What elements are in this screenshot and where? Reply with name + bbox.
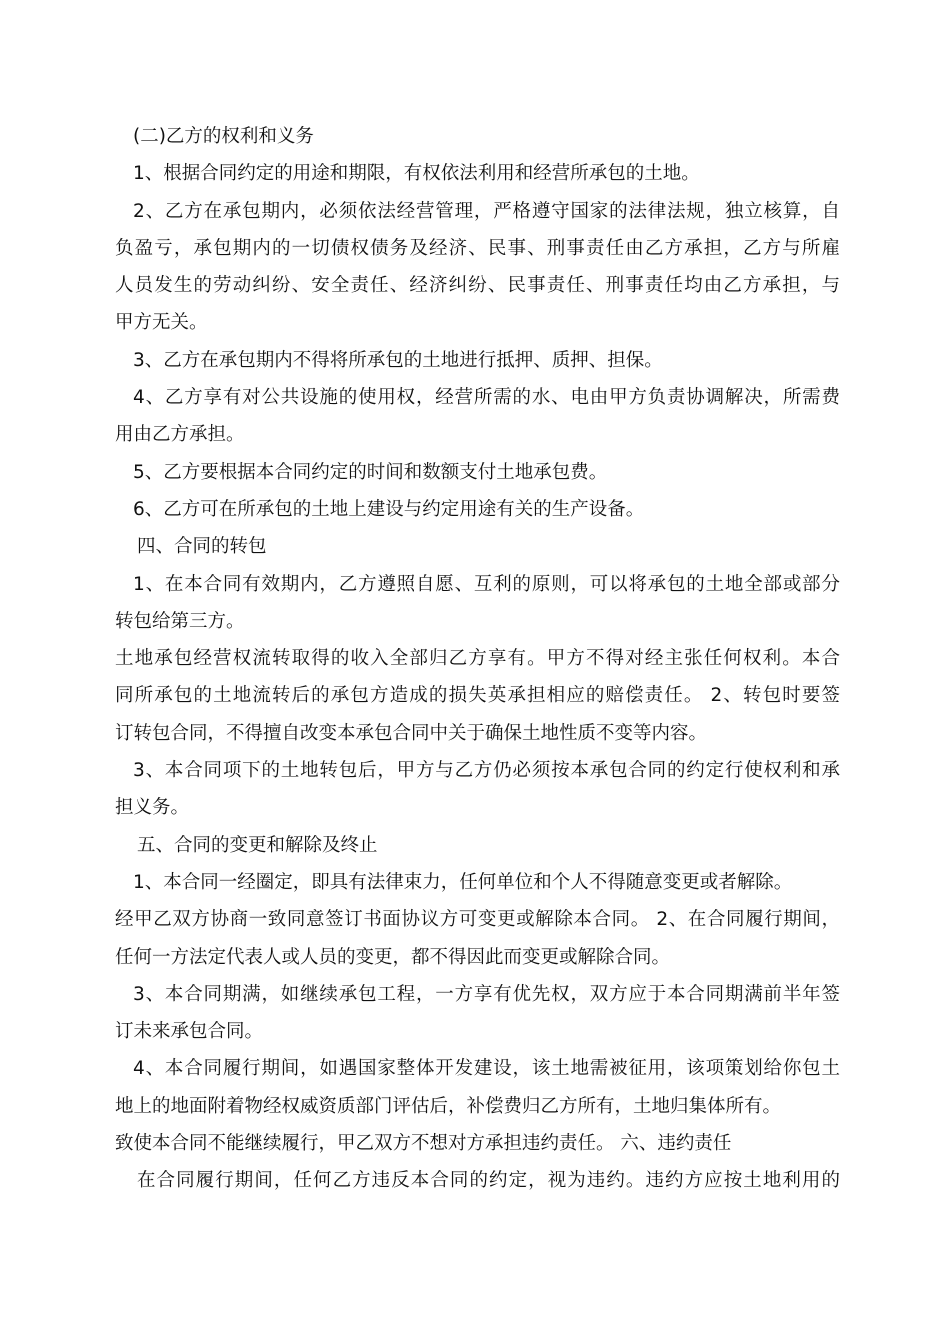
text-line: 地上的地面附着物经权威资质部门评估后，补偿费归乙方所有，土地归集体所有。 [115, 1095, 782, 1117]
text-line: 转包给第三方。 [115, 610, 245, 632]
text-line: (二)乙方的权利和义务 [133, 126, 314, 147]
text-line: 致使本合同不能继续履行，甲乙双方不想对方承担违约责任。 六、违约责任 [115, 1133, 732, 1155]
text-line: 2、乙方在承包期内，必须依法经营管理，严格遵守国家的法律法规，独立核算，自 [133, 200, 840, 222]
text-line: 3、乙方在承包期内不得将所承包的土地进行抵押、质押、担保。 [133, 349, 663, 371]
text-line: 担义务。 [115, 797, 190, 819]
text-line: 1、在本合同有效期内，乙方遵照自愿、互利的原则，可以将承包的土地全部或部分 [133, 573, 840, 595]
text-line: 在合同履行期间，任何乙方违反本合同的约定，视为违约。违约方应按土地利用的 [137, 1170, 840, 1192]
text-line: 3、本合同项下的土地转包后，甲方与乙方仍必须按本承包合同的约定行使权利和承 [133, 760, 840, 782]
text-line: 五、合同的变更和解除及终止 [137, 834, 378, 856]
text-line: 经甲乙双方协商一致同意签订书面协议方可变更或解除本合同。 2、在合同履行期间， [115, 909, 840, 931]
document-body [115, 118, 840, 1200]
text-line: 3、本合同期满，如继续承包工程，一方享有优先权，双方应于本合同期满前半年签 [133, 983, 840, 1005]
text-line: 订转包合同，不得擅自改变本承包合同中关于确保土地性质不变等内容。 [115, 722, 708, 744]
text-line: 任何一方法定代表人或人员的变更，都不得因此而变更或解除合同。 [115, 946, 671, 968]
text-line: 用由乙方承担。 [115, 424, 245, 446]
text-line: 同所承包的土地流转后的承包方造成的损失英承担相应的赔偿责任。 2、转包时要签 [115, 685, 840, 707]
text-line: 1、本合同一经圈定，即具有法律束力，任何单位和个人不得随意变更或者解除。 [133, 871, 793, 893]
text-line: 土地承包经营权流转取得的收入全部归乙方享有。甲方不得对经主张任何权利。本合 [115, 648, 840, 670]
text-line: 负盈亏，承包期内的一切债权债务及经济、民事、刑事责任由乙方承担，乙方与所雇 [115, 237, 840, 259]
text-line: 6、乙方可在所承包的土地上建设与约定用途有关的生产设备。 [133, 498, 645, 520]
text-line: 4、本合同履行期间，如遇国家整体开发建设，该土地需被征用，该项策划给你包土 [133, 1058, 840, 1080]
text-line: 4、乙方享有对公共设施的使用权，经营所需的水、电由甲方负责协调解决，所需费 [133, 387, 840, 409]
text-line: 1、根据合同约定的用途和期限，有权依法利用和经营所承包的土地。 [133, 163, 700, 185]
text-line: 四、合同的转包 [137, 536, 267, 558]
text-line: 5、乙方要根据本合同约定的时间和数额支付土地承包费。 [133, 461, 608, 483]
text-line: 订未来承包合同。 [115, 1021, 264, 1043]
text-line: 人员发生的劳动纠纷、安全责任、经济纠纷、民事责任、刑事责任均由乙方承担，与 [115, 275, 840, 297]
text-line: 甲方无关。 [115, 312, 208, 334]
